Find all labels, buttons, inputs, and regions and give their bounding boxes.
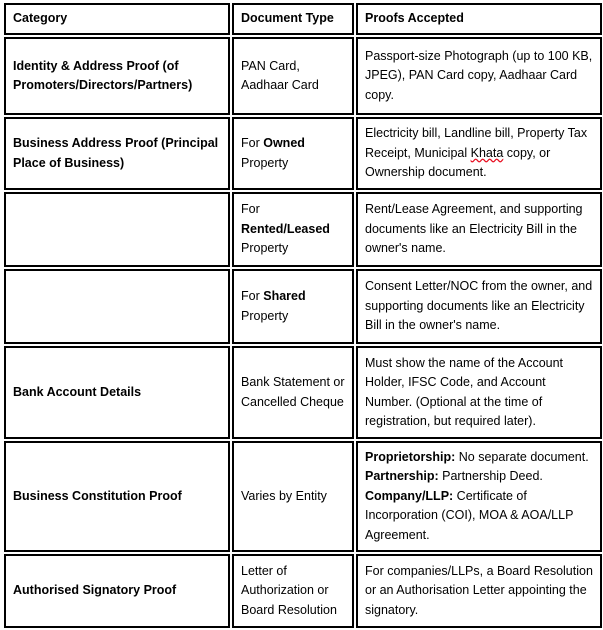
misspelled-word: Khata — [470, 145, 504, 160]
cell-category: Identity & Address Proof (of Promoters/Directors/Partners) — [4, 37, 230, 115]
cell-document-type: Bank Statement or Cancelled Cheque — [232, 346, 354, 439]
cell-document-type — [232, 269, 354, 344]
cell-proofs-accepted: For companies/LLPs, a Board Resolution or an Authorisation Letter appointing the signatory. — [356, 554, 602, 628]
table-header-row — [4, 3, 602, 35]
table-row — [4, 192, 602, 267]
cell-proofs-accepted: Rent/Lease Agreement, and supporting documents like an Electricity Bill in the owner's name. — [356, 192, 602, 267]
cell-document-type — [232, 117, 354, 190]
doctype-emphasis: Shared — [263, 289, 306, 304]
cell-category: Authorised Signatory Proof — [4, 554, 230, 628]
doctype-suffix: Property — [241, 241, 289, 256]
cell-proofs-accepted: Must show the name of the Account Holder, IFSC Code, and Account Number. (Optional at the time of registration, but required later). — [356, 346, 602, 439]
column-header-proofs-accepted: Proofs Accepted — [356, 3, 602, 35]
column-header-document-type: Document Type — [232, 3, 354, 35]
cell-category: Business Constitution Proof — [4, 441, 230, 552]
proofs-prefix: Electricity bill, Landline bill, Property Tax Receipt, Municipal — [365, 126, 588, 160]
table-row — [4, 441, 602, 552]
doctype-prefix: For — [241, 289, 264, 304]
doctype-prefix: For — [241, 136, 264, 151]
proofs-text-partnership: Partnership Deed. — [438, 469, 543, 484]
proofs-text-company-llp: Certificate of Incorporation (COI), MOA & AOA/LLP Agreement. — [365, 488, 574, 542]
table-row — [4, 37, 602, 115]
proofs-text-proprietorship: No separate document. — [455, 450, 589, 464]
proofs-label-company-llp: Company/LLP: — [365, 488, 454, 503]
cell-document-type: Letter of Authorization or Board Resolution — [232, 554, 354, 628]
cell-category — [4, 192, 230, 267]
cell-document-type — [232, 192, 354, 267]
doctype-emphasis: Owned — [263, 136, 305, 151]
cell-category: Bank Account Details — [4, 346, 230, 439]
cell-proofs-accepted: Passport-size Photograph (up to 100 KB, JPEG), PAN Card copy, Aadhaar Card copy. — [356, 37, 602, 115]
documents-table — [2, 1, 603, 630]
doctype-suffix: Property — [241, 155, 289, 170]
cell-document-type: Varies by Entity — [232, 441, 354, 552]
cell-document-type: PAN Card, Aadhaar Card — [232, 37, 354, 115]
doctype-emphasis: Rented/Leased — [241, 221, 330, 236]
proofs-label-proprietorship: Proprietorship: — [365, 450, 456, 464]
column-header-category: Category — [4, 3, 230, 35]
table-row — [4, 346, 602, 439]
table-row — [4, 269, 602, 344]
cell-category — [4, 269, 230, 344]
cell-category: Business Address Proof (Principal Place of Business) — [4, 117, 230, 190]
table-row — [4, 554, 602, 628]
proofs-label-partnership: Partnership: — [365, 469, 439, 484]
table-row — [4, 117, 602, 190]
cell-proofs-accepted — [356, 117, 602, 190]
doctype-prefix: For — [241, 202, 260, 217]
cell-proofs-accepted — [356, 441, 602, 552]
doctype-suffix: Property — [241, 308, 289, 323]
cell-proofs-accepted: Consent Letter/NOC from the owner, and supporting documents like an Electricity Bill in the owner's name. — [356, 269, 602, 344]
proofs-suffix: copy, or Ownership document. — [365, 145, 551, 180]
